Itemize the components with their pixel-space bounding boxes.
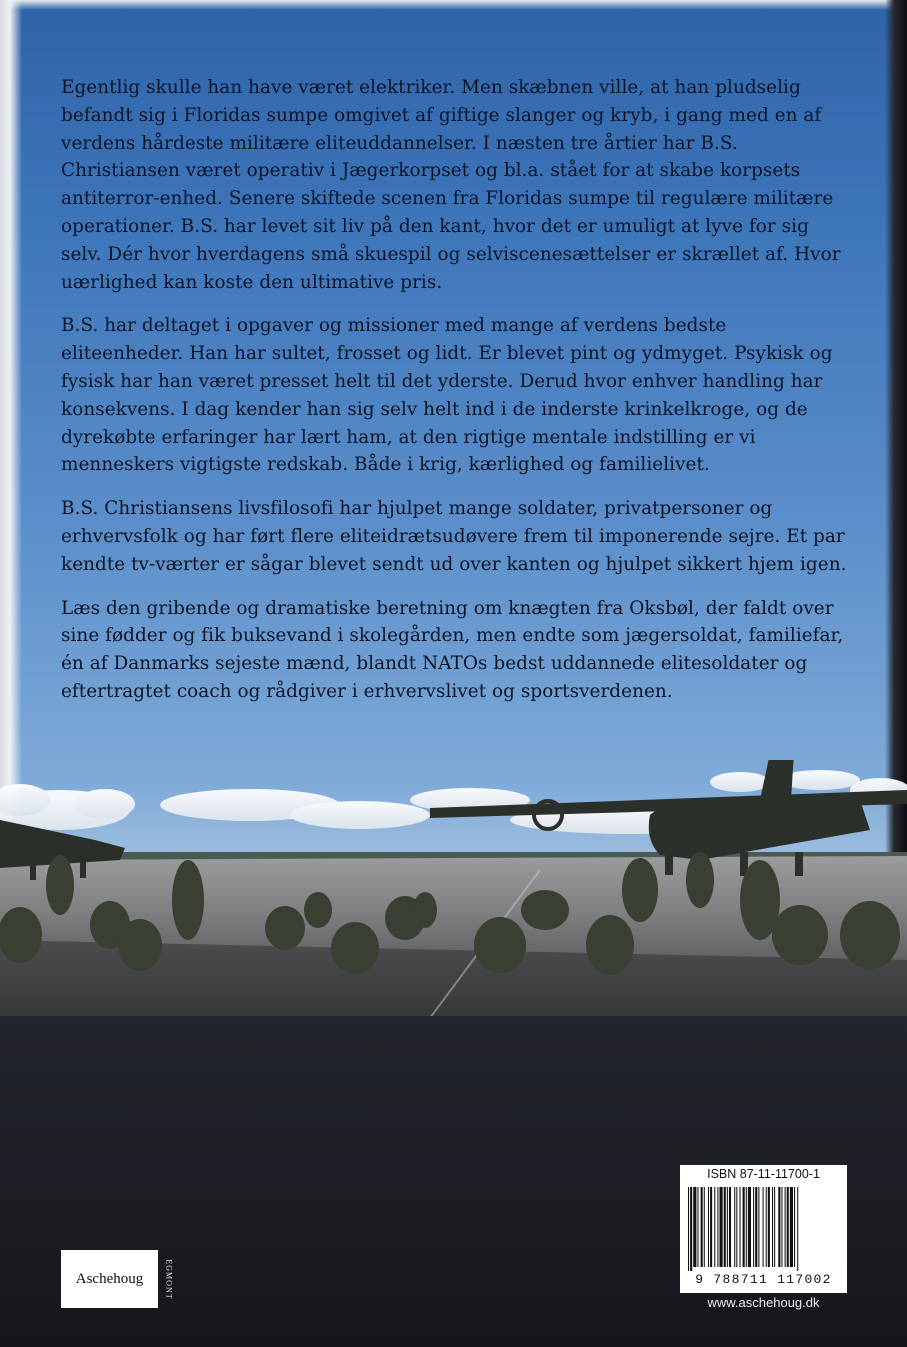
barcode-bar <box>739 1187 740 1267</box>
barcode-bar <box>743 1187 745 1267</box>
barcode-bar <box>708 1187 709 1267</box>
isbn-number: ISBN 87-11-11700-1 <box>707 1167 820 1181</box>
barcode-bar <box>697 1187 698 1267</box>
barcode-bar <box>727 1187 728 1267</box>
barcode-bar <box>717 1187 718 1267</box>
barcode-bar <box>701 1187 703 1267</box>
barcode-bar <box>778 1187 780 1267</box>
publisher-website: www.aschehoug.dk <box>707 1295 820 1310</box>
barcode-bar <box>766 1187 767 1267</box>
blurb-paragraph-4: Læs den gribende og dramatiske beretning om knægten fra Oksbøl, der faldt over sine fødder og fik buksevand i skolegården, men endte som jægersoldat, familiefar, én af Danmarks sejeste mænd, blandt NATOs bedst uddannede elitesoldater og eftertragtet coach og rådgiver i erhvervslivet og sportsverdenen. <box>61 597 844 702</box>
publisher-name: Aschehoug <box>75 1270 144 1287</box>
barcode-digits: 9 788711 117002 <box>695 1272 832 1287</box>
barcode-bar <box>781 1187 782 1267</box>
barcode-bar <box>734 1187 735 1267</box>
barcode-bar <box>772 1187 773 1267</box>
barcode-bar <box>790 1187 793 1267</box>
barcode-bar <box>746 1187 747 1267</box>
barcode-bar <box>774 1187 775 1267</box>
barcode-bar <box>736 1187 737 1267</box>
barcode-bar <box>710 1187 712 1267</box>
barcode-bar <box>748 1187 751 1267</box>
barcode-bar <box>794 1187 795 1267</box>
barcode-bar <box>688 1187 689 1271</box>
barcode-bar <box>693 1187 696 1267</box>
ean-barcode-icon <box>688 1187 839 1271</box>
scan-top-edge <box>0 0 907 10</box>
egmont-label: EGMONT <box>164 1258 174 1300</box>
barcode-bar <box>720 1187 723 1267</box>
barcode-bar <box>690 1187 692 1271</box>
isbn-barcode-block <box>680 1165 847 1293</box>
egmont-imprint <box>161 1250 177 1308</box>
tarmac-photo-illustration <box>0 760 907 1018</box>
barcode-bar <box>763 1187 764 1267</box>
barcode-bar <box>797 1187 798 1271</box>
blurb-paragraph-2: B.S. har deltaget i opgaver og missioner med mange af verdens bedste eliteenheder. Han har sultet, frosset og lidt. Er blevet pint og ydmyget. Psykisk og fysisk har han været presset helt til det yderste. Derud hvor enhver handling har konsekvens. I dag kender han sig selv helt ind i de inderste krinkelkroge, og de dyrekøbte erfaringer har lært ham, at den rigtige mentale indstilling er vi menneskers vigtigste redskab. Både i krig, kærlighed og familielivet. <box>61 315 833 476</box>
blurb-paragraph-1: Egentlig skulle han have været elektriker. Men skæbnen ville, at han pludselig befandt sig i Floridas sumpe omgivet af giftige slanger og kryb, i gang med en af verdens hårdeste militære eliteuddannelser. I næsten tre årtier har B.S. Christiansen været operativ i Jægerkorpset og bl.a. stået for at skabe korpsets antiterror-enhed. Senere skiftede scenen fra Floridas sumpe til regulære militære operationer. B.S. har levet sit liv på den kant, hvor det er umuligt at lyve for sig selv. Dér hvor hverdagens små skuespil og selviscenesættelser er skrællet af. Hvor uærlighed kan koste den ultimative pris. <box>61 77 841 293</box>
barcode-bar <box>724 1187 726 1267</box>
barcode-bar <box>787 1187 789 1267</box>
barcode-bar <box>768 1187 770 1267</box>
barcode-bar <box>729 1187 731 1267</box>
publisher-logo <box>61 1250 158 1308</box>
barcode-bar <box>758 1187 759 1267</box>
blurb-paragraph-3: B.S. Christiansens livsfilosofi har hjulpet mange soldater, privatpersoner og erhvervsfolk og har ført flere eliteidrætsudøvere frem til imponerende sejre. Et par kendte tv-værter er sågar blevet sendt ud over kanten og hjulpet sikkert hjem igen. <box>61 498 847 575</box>
blurb-text <box>61 74 853 722</box>
barcode-bar <box>714 1187 715 1267</box>
barcode-bar <box>755 1187 757 1267</box>
barcode-bar <box>785 1187 786 1267</box>
barcode-bar <box>704 1187 705 1267</box>
barcode-bar <box>753 1187 754 1267</box>
military-aircraft-tarmac-photo <box>0 760 907 1018</box>
